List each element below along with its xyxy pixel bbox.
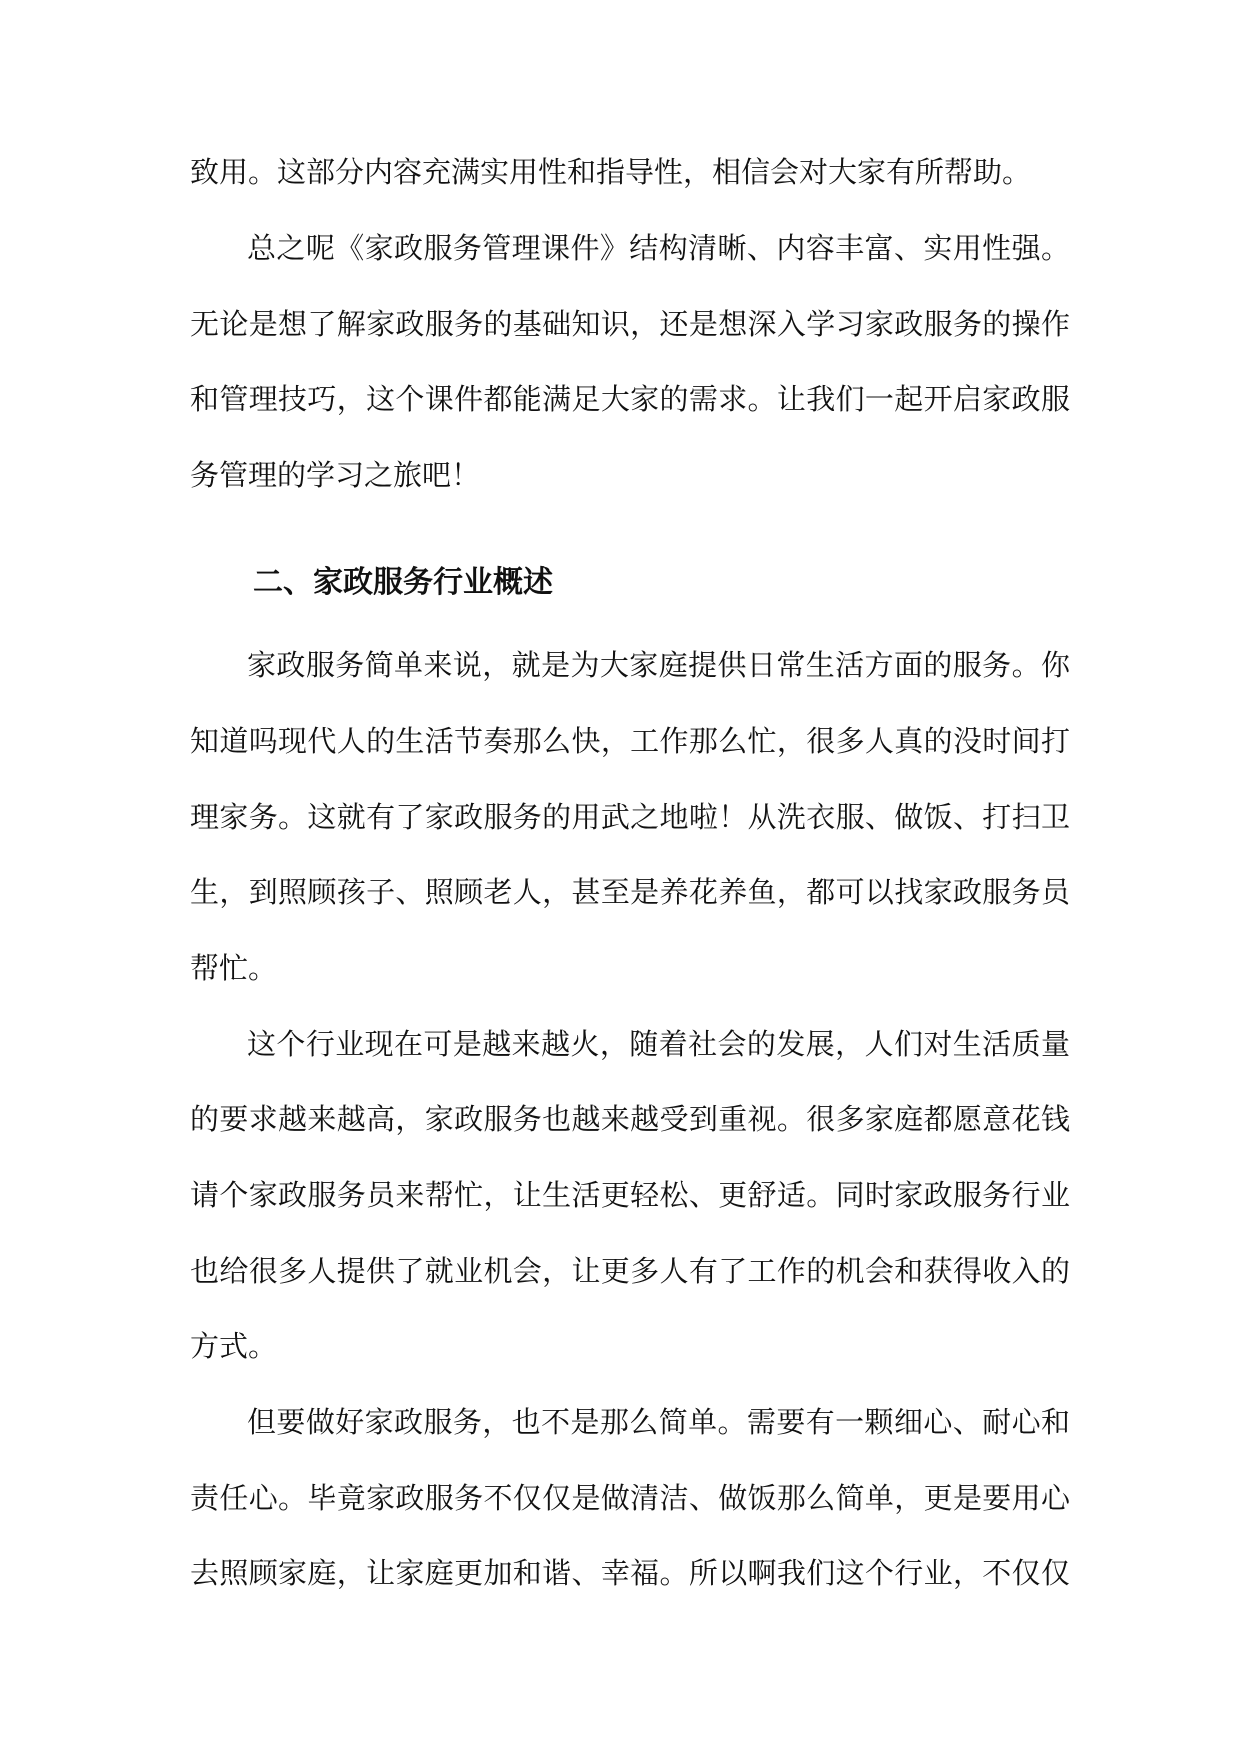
paragraph-line: 理家务。这就有了家政服务的用武之地啦！从洗衣服、做饭、打扫卫 [190,800,1070,834]
paragraph-line: 总之呢《家政服务管理课件》结构清晰、内容丰富、实用性强。 [247,231,1070,265]
paragraph-line: 去照顾家庭，让家庭更加和谐、幸福。所以啊我们这个行业，不仅仅 [190,1556,1070,1590]
paragraph-line: 这个行业现在可是越来越火，随着社会的发展，人们对生活质量 [247,1027,1070,1061]
paragraph-line: 也给很多人提供了就业机会，让更多人有了工作的机会和获得收入的 [190,1254,1070,1288]
paragraph-line: 帮忙。 [190,951,278,985]
paragraph-line: 生，到照顾孩子、照顾老人，甚至是养花养鱼，都可以找家政服务员 [190,875,1070,909]
paragraph-line: 知道吗现代人的生活节奏那么快，工作那么忙，很多人真的没时间打 [190,724,1070,758]
paragraph-line: 的要求越来越高，家政服务也越来越受到重视。很多家庭都愿意花钱 [190,1102,1070,1136]
paragraph-line: 家政服务简单来说，就是为大家庭提供日常生活方面的服务。你 [247,648,1070,682]
paragraph-line: 方式。 [190,1329,278,1363]
section-heading: 二、家政服务行业概述 [253,565,553,600]
paragraph-line: 但要做好家政服务，也不是那么简单。需要有一颗细心、耐心和 [247,1405,1070,1439]
paragraph-line: 责任心。毕竟家政服务不仅仅是做清洁、做饭那么简单，更是要用心 [190,1481,1070,1515]
paragraph-line: 请个家政服务员来帮忙，让生活更轻松、更舒适。同时家政服务行业 [190,1178,1070,1212]
paragraph-line: 致用。这部分内容充满实用性和指导性，相信会对大家有所帮助。 [190,155,1032,189]
paragraph-line: 务管理的学习之旅吧！ [190,458,481,492]
paragraph-line: 无论是想了解家政服务的基础知识，还是想深入学习家政服务的操作 [190,307,1070,341]
paragraph-line: 和管理技巧，这个课件都能满足大家的需求。让我们一起开启家政服 [190,382,1070,416]
